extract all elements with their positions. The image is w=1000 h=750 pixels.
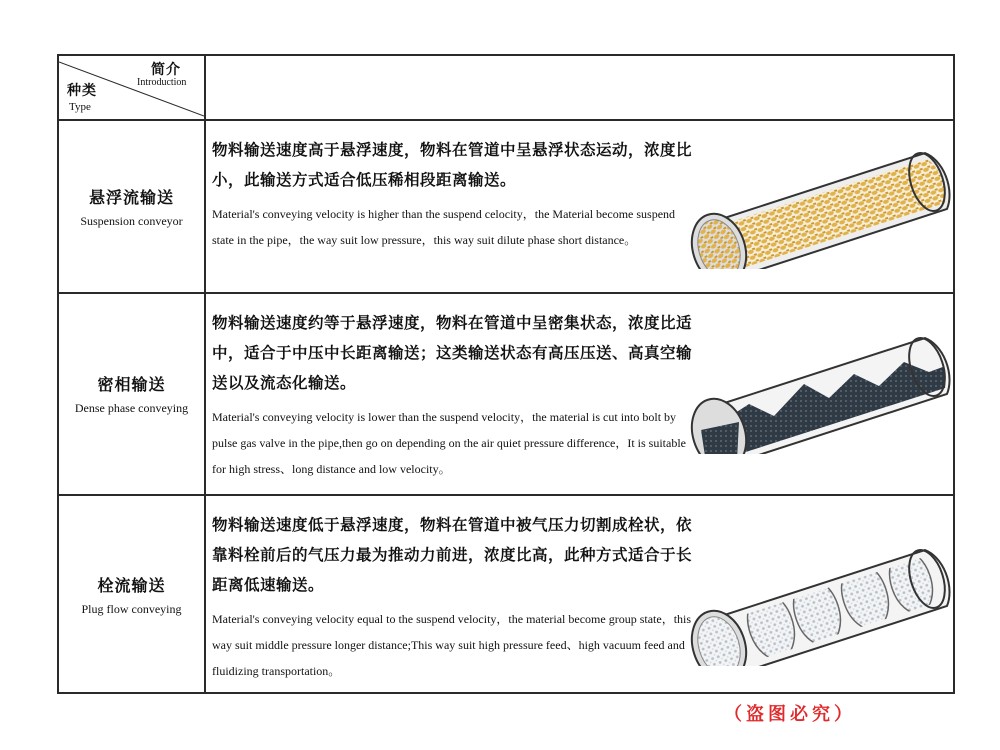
header-corner-cell <box>59 56 204 119</box>
plug-flow-pipe-icon <box>689 546 951 666</box>
conveying-types-table <box>57 54 955 694</box>
copyright-watermark: （盗图必究） <box>724 704 856 725</box>
description-cell-dense-phase <box>212 308 692 482</box>
dense-phase-pipe-icon <box>689 334 951 454</box>
type-cell-suspension <box>59 121 204 292</box>
type-name-cn: 密相输送 <box>97 375 166 394</box>
description-cell-plug-flow <box>212 510 692 684</box>
description-cell-suspension <box>212 135 692 253</box>
header-type-en: Type <box>69 101 91 113</box>
type-name-en: Suspension conveyor <box>80 213 183 228</box>
description-en: Material's conveying velocity is higher than the suspend celocity，the Material become suspend state in the pipe，the way suit low pressure，this way suit dilute phase short distance。 <box>212 207 676 247</box>
description-en: Material's conveying velocity equal to the suspend velocity，the material become group state，this way suit middle pressure longer distance;This way suit high pressure feed、high vacuum feed and fluidizing transportation。 <box>212 612 692 678</box>
description-cn: 物料输送速度低于悬浮速度，物料在管道中被气压力切割成栓状，依靠料栓前后的气压力最为推动力前进，浓度比高，此种方式适合于长距离低速输送。 <box>212 515 693 594</box>
header-type-cn: 种类 <box>67 83 97 99</box>
type-name-cn: 悬浮流输送 <box>88 187 174 207</box>
description-cn: 物料输送速度约等于悬浮速度，物料在管道中呈密集状态，浓度比适中，适合于中压中长距离输送；这类输送状态有高压压送、高真空输送以及流态化输送。 <box>212 313 693 392</box>
type-name-en: Dense phase conveying <box>74 401 189 415</box>
column-divider <box>204 56 206 692</box>
type-name-cn: 栓流输送 <box>97 576 166 595</box>
type-name-en: Plug flow conveying <box>81 602 182 616</box>
description-en: Material's conveying velocity is lower than the suspend velocity，the material is cut into bolt by pulse gas valve in the pipe,then go on depending on the air quiet pressure difference，It is suitable for high stress、long distance and low velocity。 <box>212 410 686 476</box>
description-cn: 物料输送速度高于悬浮速度，物料在管道中呈悬浮状态运动，浓度比小，此输送方式适合低压稀相段距离输送。 <box>212 140 693 189</box>
type-cell-plug-flow <box>59 496 204 694</box>
header-introduction-cn: 简介 <box>151 62 181 78</box>
suspension-pipe-icon <box>689 149 951 269</box>
header-introduction-en: Introduction <box>137 77 187 88</box>
type-cell-dense-phase <box>59 294 204 494</box>
